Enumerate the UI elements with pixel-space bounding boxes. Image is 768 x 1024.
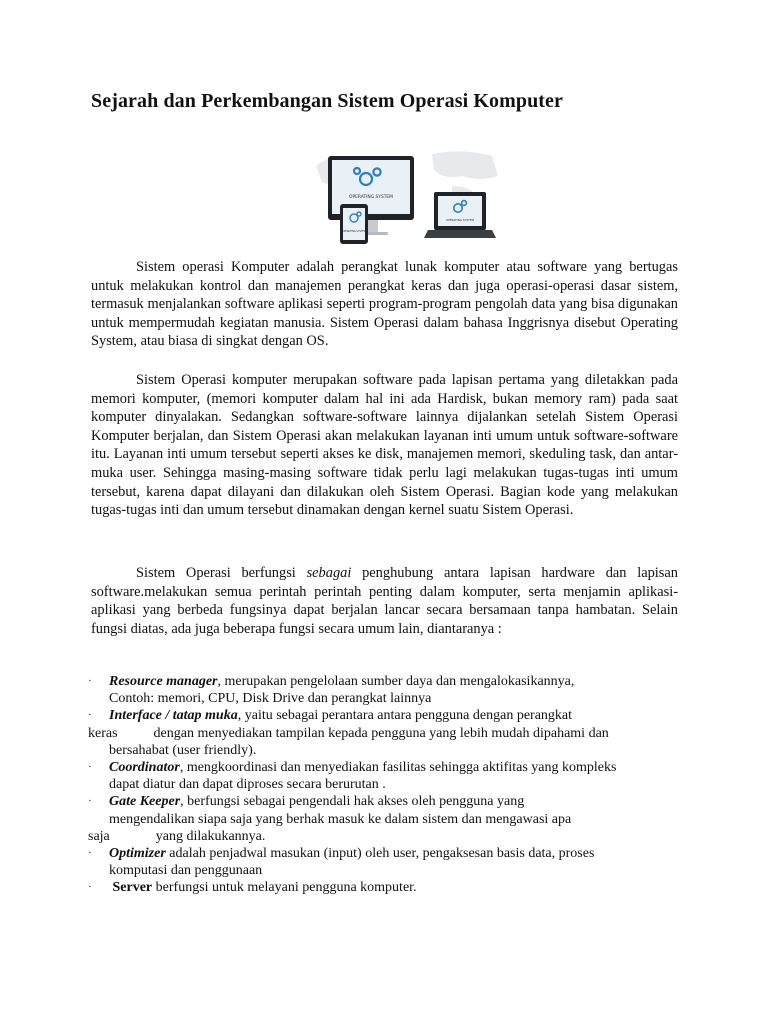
function-list — [88, 673, 688, 897]
list-item-term: Server — [112, 880, 153, 896]
list-item-wrapped-text: dengan menyediakan tampilan kepada pengguna yang lebih mudah dipahami dan — [153, 725, 609, 741]
list-item-wrapped-text: yang dilakukannya. — [155, 828, 266, 844]
list-item-gate-keeper — [88, 793, 688, 845]
paragraph-function-italic: sebagai — [306, 565, 352, 581]
laptop-icon — [424, 192, 496, 238]
list-item-continuation: bersahabat (user friendly). — [109, 742, 257, 758]
monitor-screen-label: OPERATING SYSTEM — [349, 195, 393, 200]
paragraph-function-text-a: Sistem Operasi b — [136, 565, 249, 581]
list-item-text: adalah penjadwal masukan (input) oleh user, pengaksesan basis data, proses — [165, 846, 595, 862]
tablet-screen-label: OPERATING SYSTEM — [342, 230, 366, 233]
list-item-term: Coordinator — [109, 760, 180, 776]
bullet-icon: · — [88, 761, 92, 774]
devices-illustration — [312, 146, 502, 252]
paragraph-first-layer-text: Sistem Operasi komputer merupakan software pada lapisan pertama yang diletakkan pada memori komputer, (memori komputer dalam hal ini ada Hardisk, bukan memory ram) pada saat komputer dinyalakan. Sedangkan software-software lainnya dijalankan setelah Sistem Operasi Komputer berjalan, dan Sistem Operasi akan melakukan layanan inti umum untuk software-software itu. Layanan inti umum tersebut seperti akses ke disk, manajemen memori, skeduling task, dan antar-muka user. Sehingga masing-masing software tidak perlu lagi melakukan tugas-tugas inti umum tersebut, karena dapat dilayani dan dilakukan oleh Sistem Operasi. Bagian kode yang melakukan tugas-tugas inti dan umum tersebut dinamakan dengan kernel suatu Sistem Operasi. — [91, 372, 678, 519]
list-item-term: Gate Keeper — [109, 794, 181, 810]
list-item-term: Resource manager — [109, 674, 218, 689]
paragraph-definition-text: Sistem operasi Komputer adalah perangkat lunak komputer atau software yang bertugas untuk melakukan kontrol dan manajemen perangkat keras dan juga operasi-operasi dasar sistem, termasuk menjalankan software aplikasi seperti program-program pengolah data yang bisa digunakan untuk mempermudah kegiatan manusia. Sistem Operasi dalam bahasa Inggrisnya disebut Operating System, atau biasa di singkat dengan OS. — [91, 259, 678, 350]
list-item-interface — [88, 707, 688, 759]
paragraph-function-text-b: erfungsi — [248, 565, 307, 581]
list-item-text: , berfungsi sebagai pengendali hak akses oleh pengguna yang — [180, 794, 525, 810]
list-item-text: , yaitu sebagai perantara antara pengguna dengan perangkat — [237, 708, 573, 724]
list-item-text: berfungsi untuk melayani pengguna komputer. — [152, 880, 417, 896]
list-item-wrapped-word: saja — [88, 828, 110, 844]
bullet-icon: · — [88, 709, 92, 722]
tablet-icon — [340, 204, 368, 244]
list-item-continuation: mengendalikan siapa saja yang berhak masuk ke dalam sistem dan mengawasi apa — [109, 811, 572, 827]
laptop-screen-label: OPERATING SYSTEM — [445, 218, 475, 222]
bullet-icon: · — [88, 795, 92, 808]
list-item-optimizer — [88, 845, 688, 879]
list-item-term: Interface / tatap muka — [109, 708, 238, 724]
paragraph-function-text-c: penghubung antara lapisan hardware dan lapisan software.melakukan semua perintah perintah penting dalam komputer, serta menjamin aplikasi-aplikasi yang berbeda fungsinya dapat berjalan lancar secara bersamaan tanpa hambatan. Selain fungsi diatas, ada juga beberapa fungsi secara umum lain, diantaranya : — [91, 565, 678, 637]
list-item-text: , mengkoordinasi dan menyediakan fasilitas sehingga aktifitas yang kompleks — [179, 760, 617, 776]
bullet-icon: · — [88, 881, 92, 894]
paragraph-first-layer — [91, 371, 678, 520]
list-item-continuation: komputasi dan penggunaan — [109, 863, 263, 879]
list-item-server — [88, 879, 688, 896]
list-item-continuation: Contoh: memori, CPU, Disk Drive dan perangkat lainnya — [109, 691, 432, 707]
paragraph-function — [91, 564, 678, 638]
list-item-term: Optimizer — [109, 846, 166, 862]
bullet-icon: · — [88, 675, 92, 687]
list-item-coordinator — [88, 759, 688, 793]
list-item-wrapped-word: keras — [88, 725, 118, 741]
bullet-icon: · — [88, 847, 92, 860]
list-item-continuation: dapat diatur dan dapat diproses secara berurutan . — [109, 777, 386, 793]
document-title: Sejarah dan Perkembangan Sistem Operasi Komputer — [91, 90, 564, 112]
list-item-text: , merupakan pengelolaan sumber daya dan mengalokasikannya, — [217, 674, 575, 689]
paragraph-definition — [91, 258, 678, 351]
list-item-resource-manager — [88, 673, 688, 707]
